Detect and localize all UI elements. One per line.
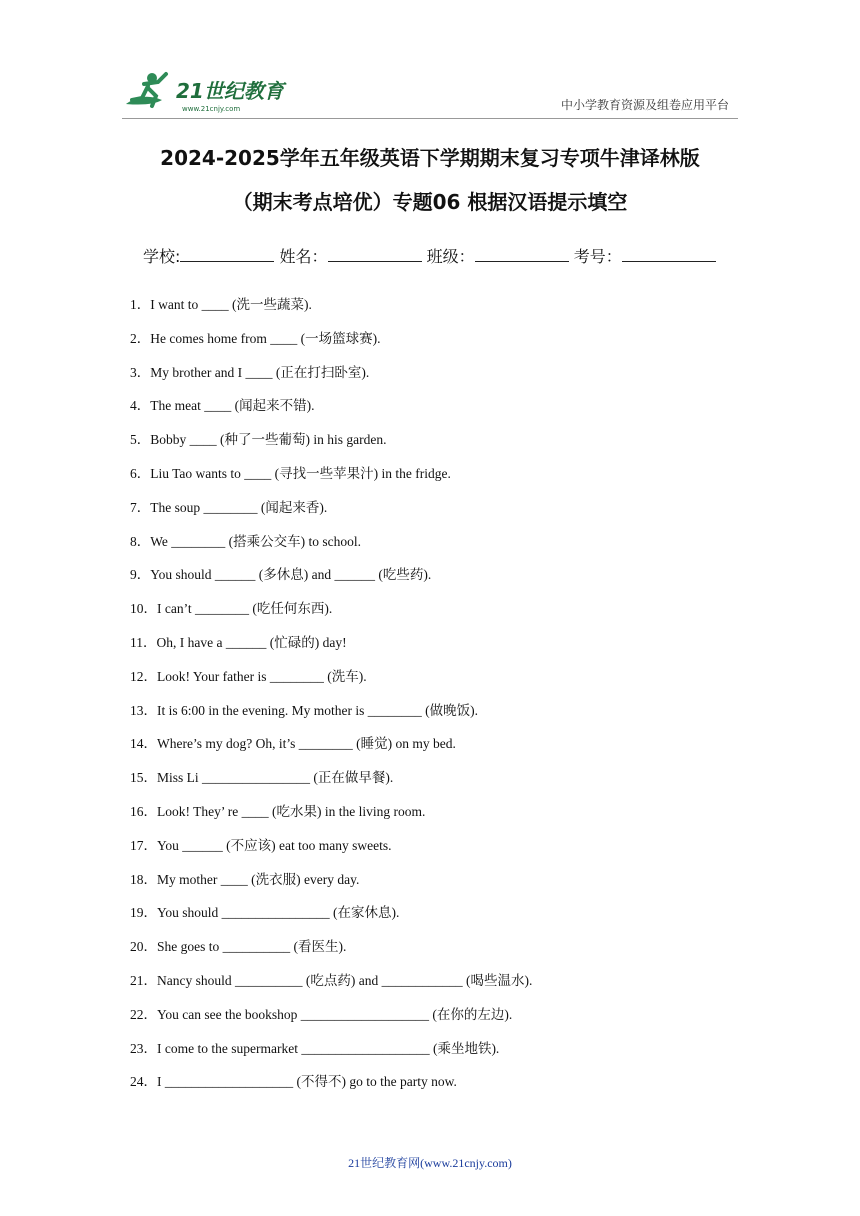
class-label: 班级： [426,247,475,266]
question-item: 6．Liu Tao wants to ____ (寻找一些苹果汁) in the fridge. [130,465,451,481]
question-item: 19．You should ________________ (在家休息). [130,905,400,921]
question-item: 20．She goes to __________ (看医生). [130,939,347,955]
number-blank[interactable] [622,247,716,262]
document-subtitle: （期末考点培优）专题06 根据汉语提示填空 [232,190,628,214]
school-label: 学校: [143,247,181,266]
question-item: 18．My mother ____ (洗衣服) every day. [130,871,360,887]
header-divider [122,118,738,119]
question-item: 9．You should ______ (多休息) and ______ (吃些药). [130,567,432,583]
question-item: 14．Where’s my dog? Oh, it’s ________ (睡觉) on my bed. [130,736,456,752]
footer-link[interactable]: 21世纪教育网(www.21cnjy.com) [348,1156,512,1170]
question-item: 23．I come to the supermarket ___________________ (乘坐地铁). [130,1040,500,1056]
question-item: 10．I can’t ________ (吃任何东西). [130,601,333,617]
svg-text:www.21cnjy.com: www.21cnjy.com [182,105,241,113]
question-item: 13．It is 6:00 in the evening. My mother is ________ (做晚饭). [130,702,478,718]
question-item: 5．Bobby ____ (种了一些葡萄) in his garden. [130,432,387,448]
question-item: 4．The meat ____ (闻起来不错). [130,398,315,414]
name-blank[interactable] [328,247,422,262]
student-info-row [143,244,716,267]
document-title: 2024-2025学年五年级英语下学期期末复习专项牛津译林版 [160,146,700,170]
question-item: 7．The soup ________ (闻起来香). [130,499,328,515]
question-item: 2．He comes home from ____ (一场篮球赛). [130,330,381,346]
question-item: 12．Look! Your father is ________ (洗车). [130,668,367,684]
question-item: 22．You can see the bookshop ___________________ (在你的左边). [130,1006,513,1022]
question-item: 17．You ______ (不应该) eat too many sweets. [130,837,392,853]
school-blank[interactable] [180,247,274,262]
question-item: 11．Oh, I have a ______ (忙碌的) day! [130,634,347,650]
number-label: 考号： [573,247,622,266]
question-list [130,295,532,1106]
question-item: 3．My brother and I ____ (正在打扫卧室). [130,364,370,380]
question-item: 1．I want to ____ (洗一些蔬菜). [130,297,312,312]
question-item: 16．Look! They’ re ____ (吃水果) in the living room. [130,803,426,819]
svg-text:21世纪教育: 21世纪教育 [176,79,284,103]
question-item: 21．Nancy should __________ (吃点药) and ____________ (喝些温水). [130,972,533,988]
question-item: 24．I ___________________ (不得不) go to the party now. [130,1074,457,1090]
question-item: 8．We ________ (搭乘公交车) to school. [130,533,362,549]
logo [122,70,292,114]
class-blank[interactable] [475,247,569,262]
runner-logo-icon [122,70,292,114]
platform-name: 中小学教育资源及组卷应用平台 [560,98,729,112]
name-label: 姓名： [279,247,328,266]
question-item: 15．Miss Li ________________ (正在做早餐). [130,770,394,786]
